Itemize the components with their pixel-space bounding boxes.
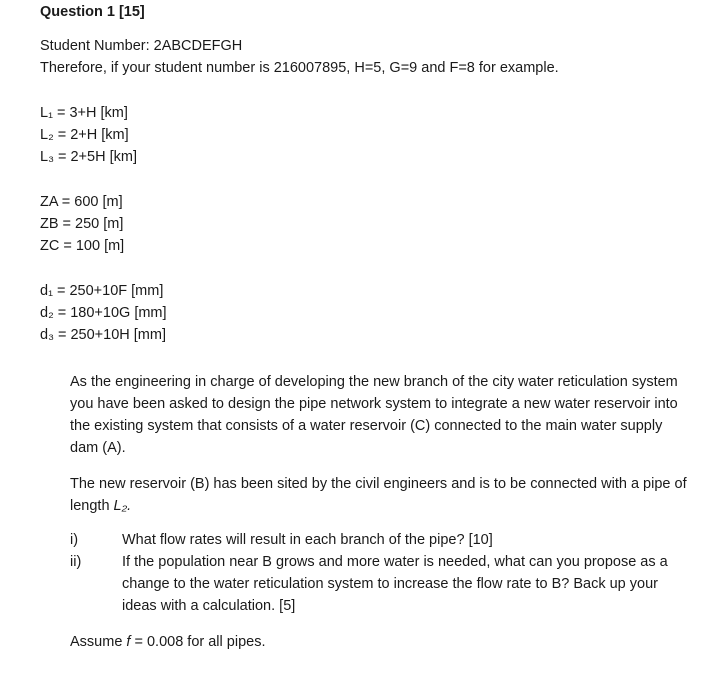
elevation-zc: ZC = 100 [m]	[40, 238, 125, 254]
student-number: Student Number: 2ABCDEFGH	[40, 38, 243, 54]
paragraph-context: As the engineering in charge of developing the new branch of the city water reticulation system you have been asked to design the pipe network system to integrate a new water reservoir into the existing system that consists of a water reservoir (C) connected to the main water supply dam (A).	[70, 374, 678, 456]
length-l2: L₂ = 2+H [km]	[40, 127, 129, 143]
length-l1: L₁ = 3+H [km]	[40, 105, 128, 121]
question-i-number: i)	[70, 532, 79, 548]
diameter-d2: d₂ = 180+10G [mm]	[40, 305, 167, 321]
assumption-prefix: Assume	[70, 634, 127, 650]
elevation-za: ZA = 600 [m]	[40, 194, 123, 210]
elevation-zb: ZB = 250 [m]	[40, 216, 124, 232]
pipe-length-variable: L₂.	[113, 498, 132, 514]
question-ii-number: ii)	[70, 554, 82, 570]
paragraph-new-reservoir-text: The new reservoir (B) has been sited by the civil engineers and is to be connected with a pipe of length	[70, 476, 687, 514]
paragraph-new-reservoir	[70, 473, 688, 517]
friction-factor-variable: f	[126, 634, 131, 650]
diameter-d3: d₃ = 250+10H [mm]	[40, 327, 166, 343]
length-l3: L₃ = 2+5H [km]	[40, 149, 137, 165]
question-ii-text: If the population near B grows and more water is needed, what can you propose as a change to the water reticulation system to increase the flow rate to B? Back up your ideas with a calculation. [5]	[122, 554, 668, 614]
assumption	[70, 631, 688, 653]
assumption-suffix: = 0.008 for all pipes.	[130, 634, 266, 650]
example-text: Therefore, if your student number is 216007895, H=5, G=9 and F=8 for example.	[40, 60, 559, 76]
diameter-d1: d₁ = 250+10F [mm]	[40, 283, 164, 299]
question-i-text: What flow rates will result in each branch of the pipe? [10]	[122, 532, 493, 548]
question-title: Question 1 [15]	[40, 4, 145, 20]
